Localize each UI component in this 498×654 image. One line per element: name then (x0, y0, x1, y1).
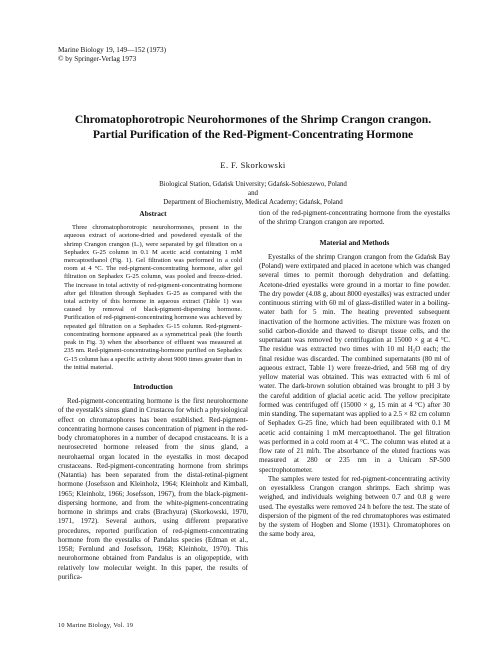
affiliation-line-3: Department of Biochemistry, Medical Academy; Gdańsk, Poland (163, 199, 343, 206)
journal-header (58, 46, 166, 64)
paper-title (58, 112, 448, 142)
journal-citation: Marine Biology 19, 149—152 (1973) (58, 46, 167, 54)
affiliation-line-2: and (248, 190, 258, 197)
abstract-text: Three chromatophorotropic neurohormones, present in the aqueous extract of acetone-dried and powdered eyestalk of the shrimp Crangon crangon (L.), were separated by gel filtration on a Sephadex G-25 column in 0.1 M acetic acid containing 1 mM mercaptoethanol (Fig. 1). Gel filtration was performed in a cold room at 4 °C. The red-pigment-concentrating hormone, after gel filtration on Sephadex G-25 column, was pooled and freeze-dried. The increase in total activity of red-pigment-concentrating hormone after gel filtration through Sephadex G-25 as compared with the total activity of this hormone in aqueous extract (Table 1) was caused by removal of black-pigment-dispersing hormone. Purification of red-pigment-concentrating hormone was achieved by repeated gel filtration on a Sephadex G-15 column. Red-pigment-concentrating hormone appeared as a symmetrical peak (the fourth peak in Fig. 3) when the absorbance of effluent was measured at 235 nm. Red-pigment-concentrating-hormone purified on Sephadex G-15 column has a specific activity about 9000 times greater than in the initial material. (64, 224, 242, 371)
introduction-heading: Introduction (133, 381, 173, 391)
page-footer: 10 Marine Biology, Vol. 19 (58, 622, 134, 629)
copyright-line: © by Springer-Verlag 1973 (58, 55, 137, 63)
author-name: E. F. Skorkowski (220, 160, 286, 170)
methods-paragraph-1: Eyestalks of the shrimp Crangon crangon from the Gdańsk Bay (Poland) were extirpated and placed in acetone which was changed several times to permit thorough dehydration and defatting. Acetone-dried eyestalks were ground in a mortar to fine powder. The dry powder (4.08 g, about 8000 eyestalks) was extracted under continuous stirring with 60 ml of glass-distilled water in a boiling-water bath for 5 min. The heating prevented subsequent inactivation of the hormone activities. The mixture was frozen on solid carbon-dioxide and thawed to disrupt tissue cells, and the supernatant was removed by centrifugation at 15000 × g at 4 °C. The residue was extracted two times with 10 ml H₂O each; the final residue was discarded. The combined supernatants (80 ml of aqueous extract, Table 1) were freeze-dried, and 568 mg of dry yellow material was obtained. This was extracted with 6 ml of water. The dark-brown solution obtained was brought to pH 3 by the careful addition of glacial acetic acid. The yellow precipitate formed was centrifuged off (15000 × g, 15 min at 4 °C) after 30 min standing. The supernatant was applied to a 2.5 × 82 cm column of Sephadex G-25 fine, which had been equilibrated with 0.1 M acetic acid containing 1 mM mercaptoethanol. The gel filtration was performed in a cold room at 4 °C. The column was eluted at a flow rate of 21 ml/h. The absorbance of the eluted fractions was measured at 280 or 235 nm in a Unicam SP-500 spectrophotometer. (259, 252, 450, 474)
title-line-1: Chromatophorotropic Neurohormones of the Shrimp Crangon crangon. (74, 113, 432, 126)
methods-heading: Material and Methods (319, 237, 390, 247)
title-line-2: Partial Purification of the Red-Pigment-Concentrating Hormone (92, 128, 414, 141)
abstract-heading: Abstract (139, 209, 167, 218)
right-column (259, 209, 450, 540)
methods-paragraph-2: The samples were tested for red-pigment-concentrating activity on eyestalkless Crangon crangon shrimps. Each shrimp was weighed, and individuals weighing between 0.7 and 0.8 g were used. The eyestalks were removed 24 h before the test. The state of dispersion of the pigment of the red chromatophores was estimated by the system of Hogben and Slome (1931). Chromatophores on the same body area, (259, 474, 450, 539)
introduction-continuation: tion of the red-pigment-concentrating hormone from the eyestalks of the shrimp Crangon crangon are reported. (259, 209, 450, 227)
affiliation-line-1: Biological Station, Gdańsk University; Gdańsk-Sobieszewo, Poland (159, 181, 347, 188)
affiliation (58, 180, 448, 207)
left-column (58, 209, 248, 582)
introduction-text: Red-pigment-concentrating hormone is the first neurohormone of the eyestalk's sinus gland in Crustacea for which a physiological effect on chromatophores has been established. Red-pigment-concentrating hormone causes concentration of pigment in the red-body chromatophores in a number of decapod crustaceans. It is a neurosecreted hormone released from the sinus gland, a neurohaemal organ located in the eyestalks in most decapod crustaceans. Red-pigment-concentrating hormone from shrimps (Natantia) has been separated from the distal-retinal-pigment hormone (Josefsson and Kleinholz, 1964; Kleinholz and Kimball, 1965; Kleinholz, 1966; Josefsson, 1967), from the black-pigment-dispersing hormone, and from the white-pigment-concentrating hormone in shrimps and crabs (Brachyura) (Skorkowski, 1970, 1971, 1972). Several authors, using different preparative procedures, reported purification of red-pigment-concentrating hormone from the eyestalks of Pandalus species (Edman et al., 1958; Fernlund and Josefsson, 1968; Kleinholz, 1970). This neurohormone obtained from Pandalus is an oligopeptide, with relatively low molecular weight. In this paper, the results of purifica- (58, 397, 248, 581)
